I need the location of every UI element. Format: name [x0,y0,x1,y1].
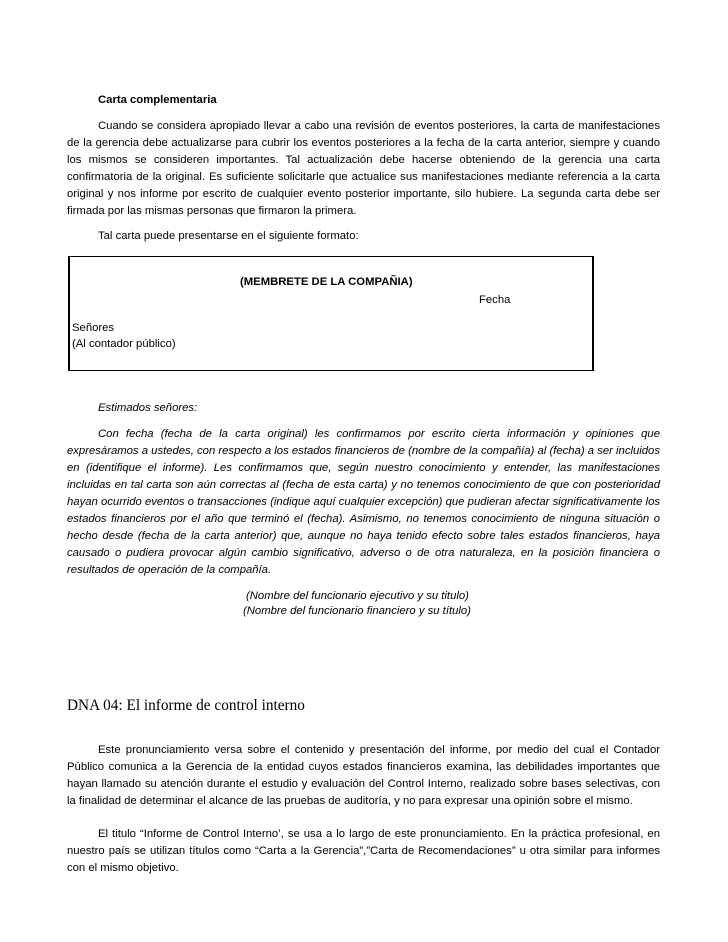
salutation-line-1: Señores [72,322,115,334]
section-title: Carta complementaria [98,94,217,106]
intro-paragraph: Cuando se considera apropiado llevar a cabo una revisión de eventos posteriores, la carta de manifestaciones de la gerencia debe actualizarse para cubrir los eventos posteriores a la fecha de la carta anterior, siempre y cuando los mismos se consideren importantes. Tal actualización debe hacerse obteniendo de la gerencia una carta confirmatoria de la original. Es suficiente solicitarle que actualice sus manifestaciones mediante referencia a la carta original y nos informe por escrito de cualquier evento posterior importante, silo hubiere. La segunda carta debe ser firmada por las mismas personas que firmaron la primera. [67,120,660,217]
control-report-paragraph: Este pronunciamiento versa sobre el contenido y presentación del informe, por medio del cual el Contador Público comunica a la Gerencia de la entidad cuyos estados financieros examina, las debilidades importantes que hayan llamado su atención durante el estudio y evaluación del Control Interno, realizado sobre bases selectivas, con la finalidad de determinar el alcance de las pruebas de auditoría, y no para expresar una opinión sobre el mismo. [67,744,660,807]
financial-signature-line: (Nombre del funcionario financiero y su título) [243,605,471,617]
format-intro-paragraph: Tal carta puede presentarse en el siguiente formato: [98,230,359,242]
company-letterhead: (MEMBRETE DE LA COMPAÑIA) [240,276,413,288]
letter-date: Fecha [479,294,511,306]
executive-signature-line: (Nombre del funcionario ejecutivo y su titulo) [246,590,469,602]
letterhead-box [68,256,594,371]
letter-greeting: Estimados señores: [98,402,198,414]
salutation-line-2: (Al contador público) [72,338,176,350]
report-title-paragraph: El titulo “Informe de Control Interno’, se usa a lo largo de este pronunciamiento. En la práctica profesional, en nuestro país se utilizan títulos como “Carta a la Gerencia”,”Carta de Recomendaciones” u otra similar para informes con el mismo objetivo. [67,828,660,874]
section-heading: DNA 04: El informe de control interno [67,697,305,714]
letter-body: Con fecha (fecha de la carta original) les confirmamos por escrito cierta información y opiniones que expresáramos a ustedes, con respecto a los estados financieros de (nombre de la compañía) al (fecha) a ser incluidos en (identifique el informe). Les confirmamos que, según nuestro conocimiento y entender, las manifestaciones incluidas en tal carta son aún correctas al (fecha de esta carta) y no tenemos conocimiento de que con posterioridad hayan ocurrido eventos o transacciones (indique aquí cualquier excepción) que pudieran afectar significativamente los estados financieros por el año que terminó el (fecha). Asimismo, no tenemos conocimiento de ninguna situación o hecho desde (fecha de la carta anterior) que, aunque no haya tenido efecto sobre tales estados financieros, haya causado o pudiera provocar algún cambio significativo, adverso o de otra naturaleza, en la posición financiera o resultados de operación de la compañía. [67,428,660,576]
